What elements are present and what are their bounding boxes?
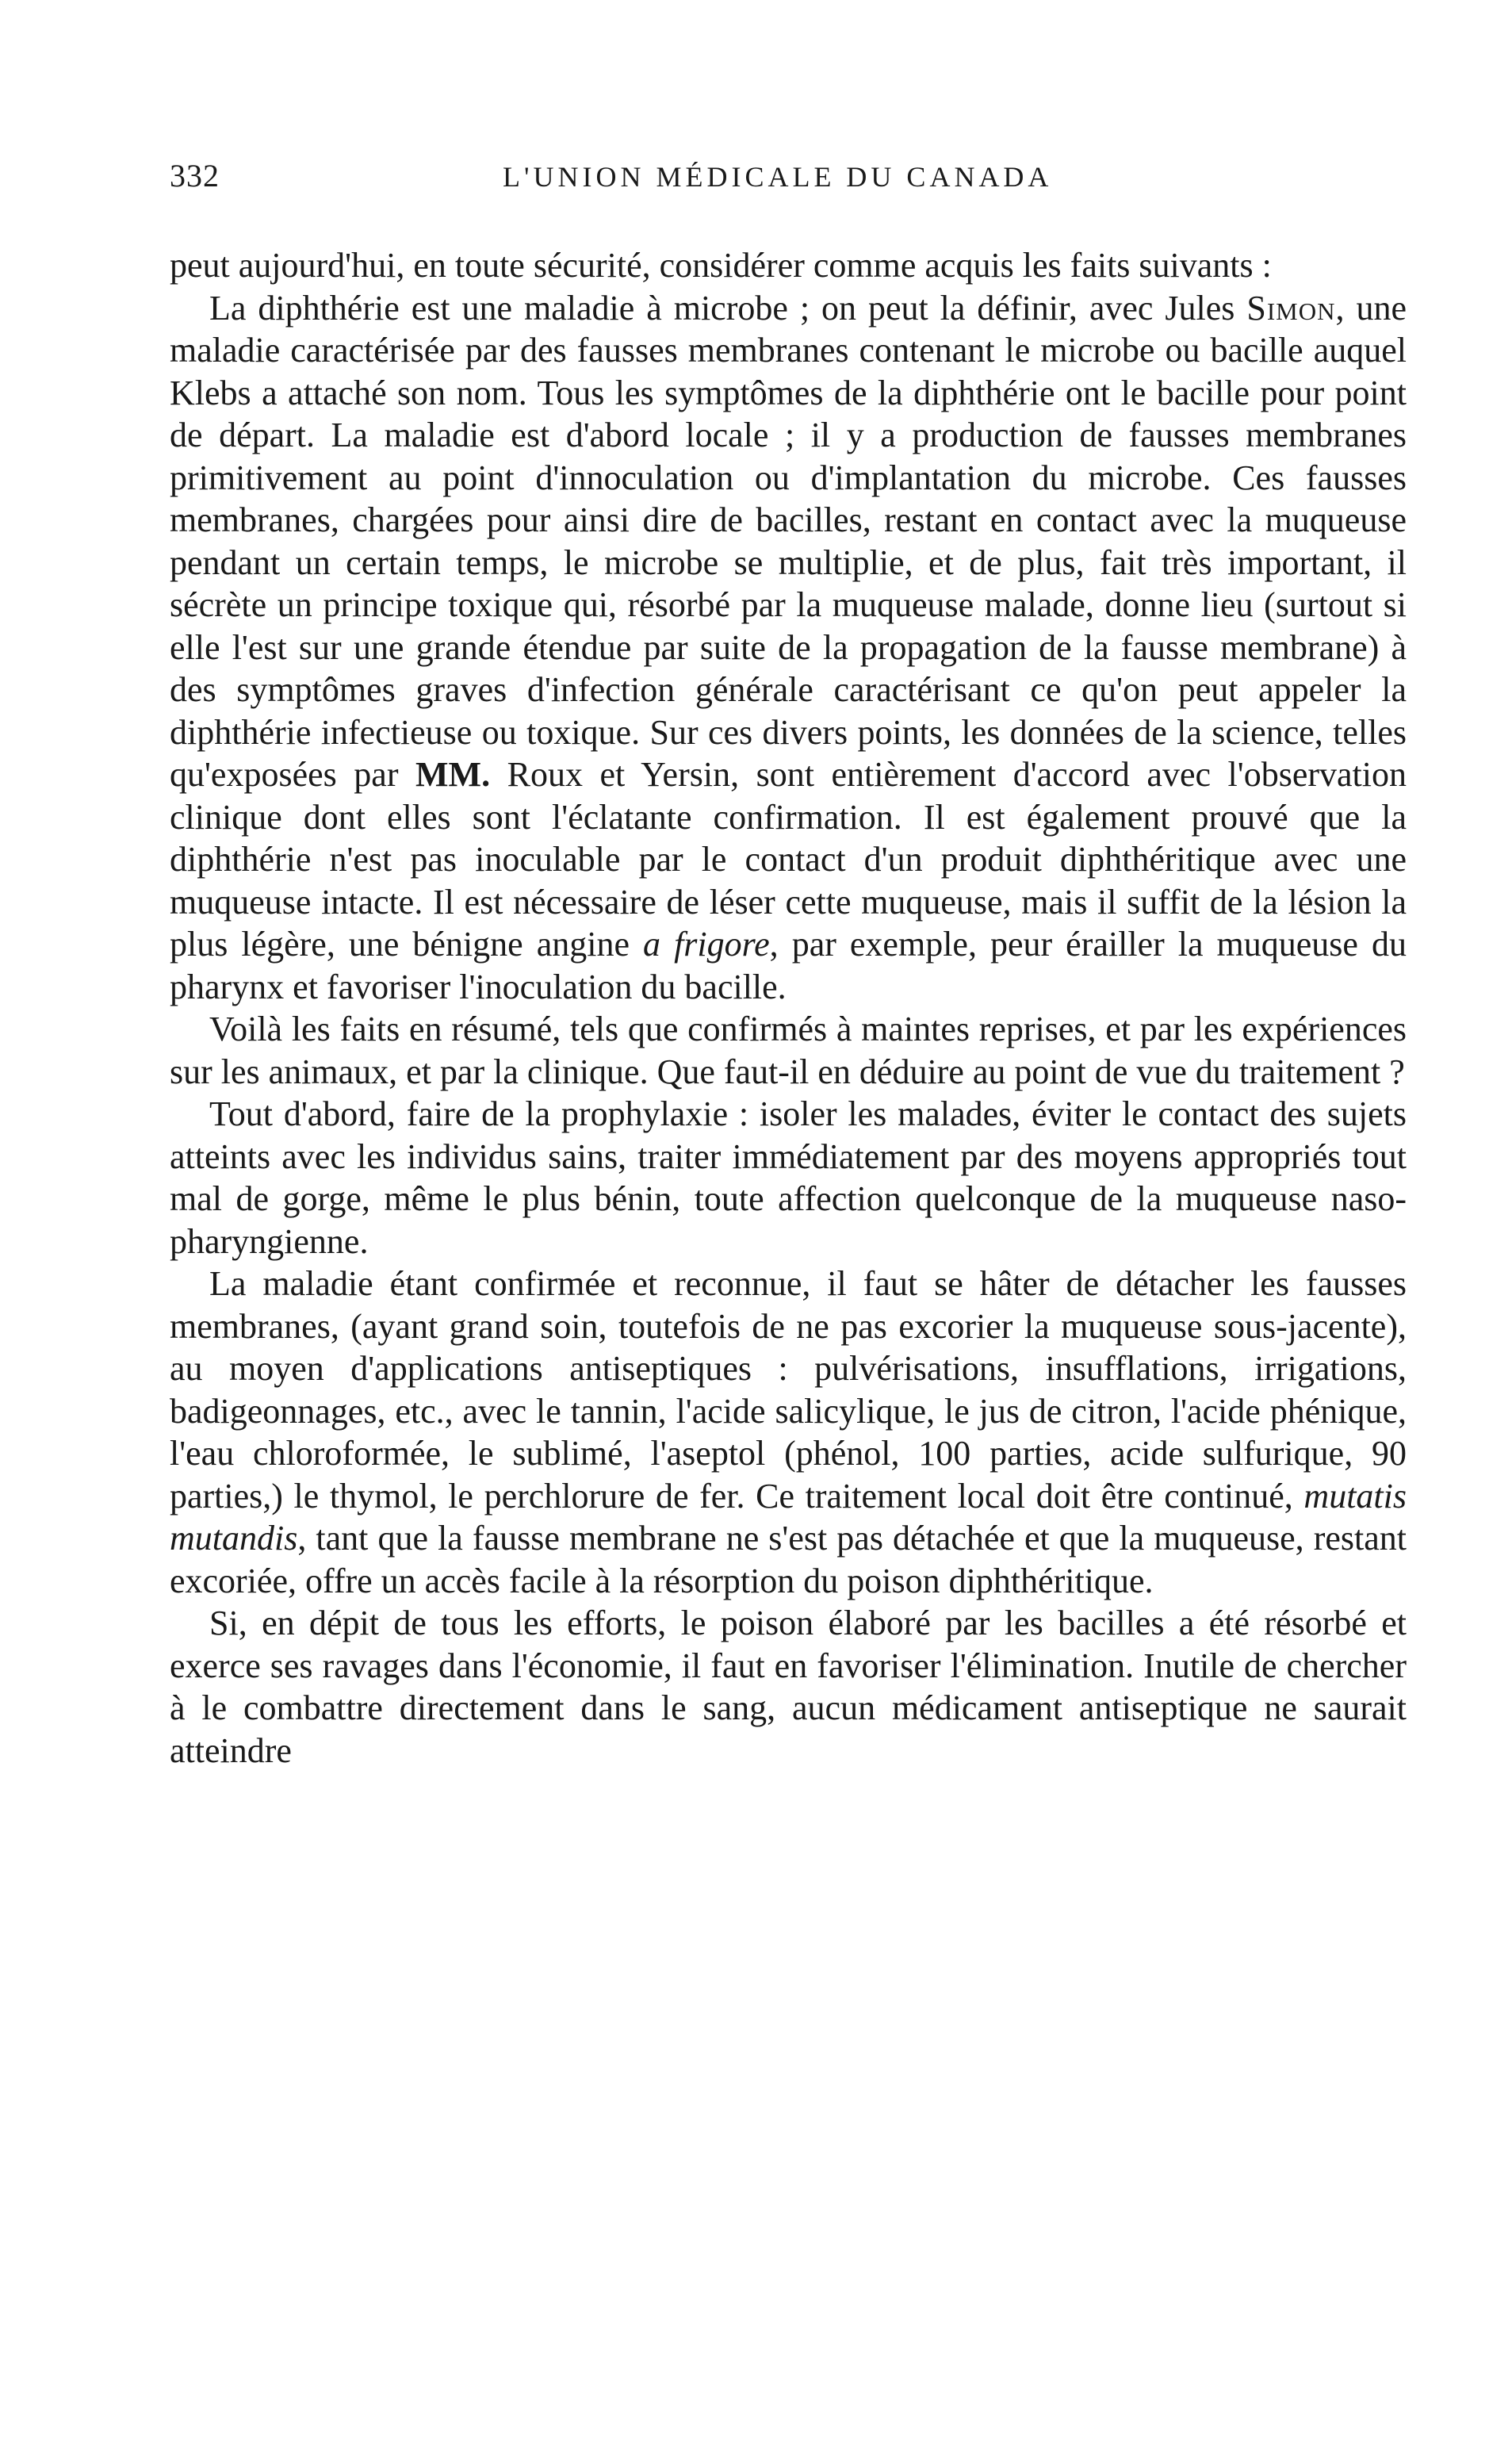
paragraph-text: Si, en dépit de tous les efforts, le poison élaboré par les bacilles a été résorbé et exerce ses ravages dans l'économie, il faut en favoriser l'élimination. Inutile de chercher à le combattre directement dans le sang, aucun médicament antiseptique ne saurait atteindre xyxy=(170,1604,1407,1770)
honorific-mm: MM. xyxy=(415,755,491,794)
paragraph-prophylaxis xyxy=(170,1093,1407,1263)
paragraph-text: Voilà les faits en résumé, tels que confirmés à maintes reprises, et par les expériences sur les animaux, et par la clinique. Que faut-il en déduire au point de vue du traitement ? xyxy=(170,1010,1407,1091)
paragraph-summary xyxy=(170,1008,1407,1093)
paragraph-text: peut aujourd'hui, en toute sécurité, considérer comme acquis les faits suivants : xyxy=(170,246,1272,285)
latin-term: a frigore xyxy=(643,925,770,964)
paragraph-text: , par exemple, peur érailler la muqueuse du pharynx et favoriser l'inoculation du bacille. xyxy=(170,925,1407,1006)
paragraph-text: La diphthérie est une maladie à microbe ; on peut la définir, avec Jules xyxy=(209,288,1247,328)
paragraph-text: La maladie étant confirmée et reconnue, il faut se hâter de détacher les fausses membranes, (ayant grand soin, toutefois de ne pas excorier la muqueuse sous-jacente), au moyen d'applications antiseptiques : pulvérisations, insufflations, irrigations, badigeonnages, etc., avec le tannin, l'acide salicylique, le jus de citron, l'acide phénique, l'eau chloroformée, le sublimé, l'aseptol (phénol, 100 parties, acide sulfurique, 90 parties,) le thymol, le perchlorure de fer. Ce traitement local doit être continué, xyxy=(170,1264,1407,1516)
author-name-smallcaps: Simon xyxy=(1246,288,1336,328)
paragraph-text: Roux et Yersin, sont entièrement d'accord avec l'observation clinique dont elles sont l'éclatante confirmation. Il est également prouvé que la diphthérie n'est pas inoculable par le contact d'un produit diphthéritique avec une muqueuse intacte. Il est nécessaire de léser cette muqueuse, mais il suffit de la lésion la plus légère, une bénigne angine xyxy=(170,755,1407,964)
page-number: 332 xyxy=(170,158,220,194)
paragraph-local-treatment xyxy=(170,1263,1407,1602)
paragraph-text: , tant que la fausse membrane ne s'est pas détachée et que la muqueuse, restant excoriée, offre un accès facile à la résorption du poison diphthéritique. xyxy=(170,1519,1407,1600)
body-text xyxy=(170,244,1407,1772)
book-page xyxy=(170,157,1407,1772)
paragraph-text: , une maladie caractérisée par des fausses membranes contenant le microbe ou bacille auquel Klebs a attaché son nom. Tous les symptômes de la diphthérie ont le bacille pour point de départ. La maladie est d'abord locale ; il y a production de fausses membranes primitivement au point d'innoculation ou d'implantation du microbe. Ces fausses membranes, chargées pour ainsi dire de bacilles, restant en contact avec la muqueuse pendant un certain temps, le microbe se multiplie, et de plus, fait très important, il sécrète un principe toxique qui, résorbé par la muqueuse malade, donne lieu (surtout si elle l'est sur une grande étendue par suite de la propagation de la fausse membrane) à des symptômes graves d'infection générale caractérisant ce qu'on peut appeler la diphthérie infectieuse ou toxique. Sur ces divers points, les données de la science, telles qu'exposées par xyxy=(170,288,1407,794)
paragraph-elimination xyxy=(170,1602,1407,1772)
latin-term: mutatis mutandis xyxy=(170,1476,1407,1558)
page-header xyxy=(170,157,1407,201)
paragraph-text: Tout d'abord, faire de la prophylaxie : isoler les malades, éviter le contact des sujets atteints avec les individus sains, traiter immédiatement par des moyens appropriés tout mal de gorge, même le plus bénin, toute affection quelconque de la muqueuse naso-pharyngienne. xyxy=(170,1094,1407,1261)
running-title: L'UNION MÉDICALE DU CANADA xyxy=(503,161,1053,193)
paragraph-diphtheria-definition xyxy=(170,287,1407,1009)
paragraph-continuation xyxy=(170,244,1407,287)
